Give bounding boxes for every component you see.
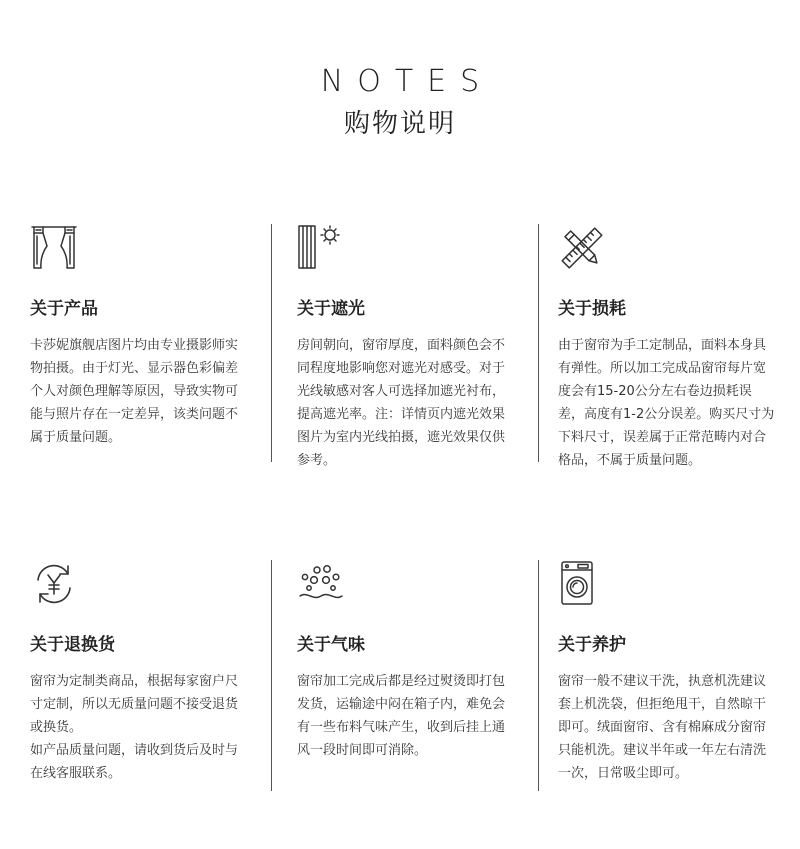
- section-body: [297, 670, 515, 762]
- section-body: [558, 670, 776, 785]
- column-divider: [538, 560, 539, 791]
- blackout-sun-icon: [297, 224, 345, 272]
- curtain-icon: [30, 224, 78, 272]
- section-paragraph: 窗帘加工完成后都是经过熨烫即打包发货，运输途中闷在箱子内，难免会有一些布料气味产生，收到后挂上通风一段时间即可消除。: [297, 674, 506, 758]
- washing-machine-icon: [558, 560, 606, 608]
- section-title: 关于养护: [558, 635, 626, 655]
- column-divider: [538, 224, 539, 462]
- section-title: 关于气味: [297, 635, 365, 655]
- section-paragraph: 由于窗帘为手工定制品，面料本身具有弹性。所以加工完成品窗帘每片宽度会有15-20公分左右卷边损耗误差，高度有1-2公分误差。购买尺寸为下料尺寸，误差属于正常范畴内对合格品，不属于质量问题。: [558, 338, 775, 468]
- section-body: [30, 334, 248, 449]
- section-paragraph: 如产品质量问题，请收到货后及时与在线客服联系。: [30, 743, 239, 781]
- section-title: 关于损耗: [558, 299, 626, 319]
- section-title: 关于产品: [30, 299, 98, 319]
- header-en-title: NOTES: [320, 64, 494, 99]
- page-header: [0, 60, 800, 142]
- odor-icon: [297, 560, 345, 608]
- yen-refresh-icon: [30, 560, 78, 608]
- column-divider: [271, 224, 272, 462]
- section-paragraph: 窗帘一般不建议干洗，执意机洗建议套上机洗袋，但拒绝甩干，自然晾干即可。绒面窗帘、含有棉麻成分窗帘只能机洗。建议半年或一年左右清洗一次，日常吸尘即可。: [558, 674, 767, 781]
- header-cn-title: 购物说明: [343, 109, 456, 139]
- ruler-pencil-icon: [558, 224, 606, 272]
- section-title: 关于退换货: [30, 635, 115, 655]
- column-divider: [271, 560, 272, 791]
- section-title: 关于遮光: [297, 299, 365, 319]
- section-body: [30, 670, 248, 785]
- section-body: [558, 334, 776, 472]
- section-paragraph: 窗帘为定制类商品，根据每家窗户尺寸定制，所以无质量问题不接受退货或换货。: [30, 674, 239, 735]
- section-body: [297, 334, 515, 472]
- section-paragraph: 卡莎妮旗舰店图片均由专业摄影师实物拍摄。由于灯光、显示器色彩偏差个人对颜色理解等原因，导致实物可能与照片存在一定差异，该类问题不属于质量问题。: [30, 338, 239, 445]
- section-paragraph: 房间朝向，窗帘厚度，面料颜色会不同程度地影响您对遮光对感受。对于光线敏感对客人可选择加遮光衬布，提高遮光率。注：详情页内遮光效果图片为室内光线拍摄，遮光效果仅供参考。: [297, 338, 506, 468]
